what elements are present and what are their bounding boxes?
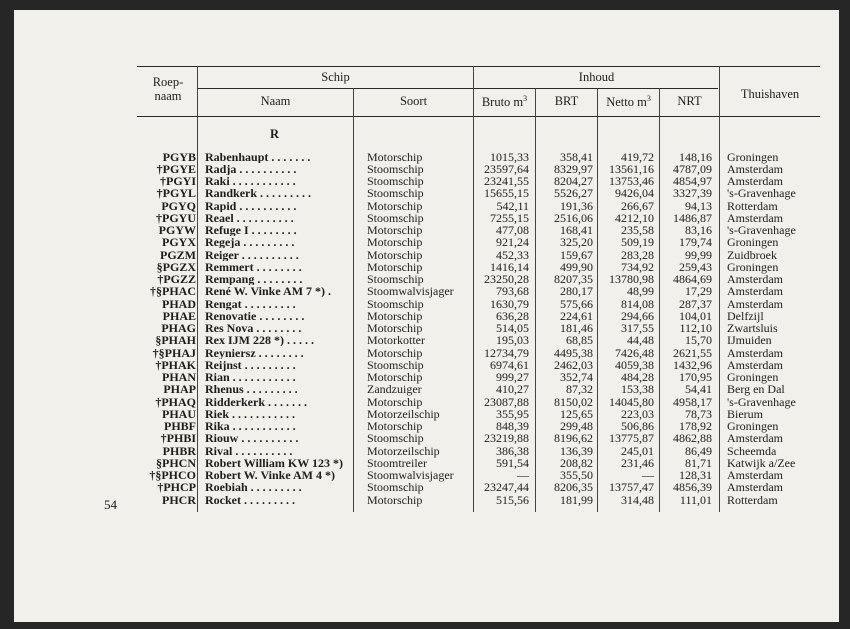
ship-name: Robert William KW 123 *) <box>205 456 343 469</box>
ship-type: Stoomschip <box>367 296 424 311</box>
bruto-label: Bruto m <box>481 95 524 110</box>
home-port: Rotterdam <box>727 492 778 507</box>
netto-volume: 4212,10 <box>615 210 654 225</box>
nrt-value: 104,01 <box>679 308 712 323</box>
bruto-volume: 452,33 <box>496 247 529 262</box>
nrt-value: 178,92 <box>679 419 712 433</box>
bruto-volume: 636,28 <box>496 308 529 323</box>
ship-name: Rapid . . . . . . . . . . <box>205 199 297 212</box>
nrt-value: 4864,69 <box>673 272 712 286</box>
ship-type: Motorschip <box>367 149 423 164</box>
brt-value: 8204,27 <box>554 174 593 188</box>
ship-name: Rhenus . . . . . . . . . <box>205 383 298 396</box>
ship-name: Raki . . . . . . . . . . . <box>205 175 296 188</box>
ship-type: Motorschip <box>367 223 423 237</box>
ship-code: §PGZX <box>156 259 196 274</box>
netto-volume: — <box>642 468 654 482</box>
ship-type: Motorschip <box>367 394 423 409</box>
netto-volume: 283,28 <box>621 247 654 262</box>
netto-volume: 7426,48 <box>615 345 654 360</box>
netto-volume: 223,03 <box>621 406 654 421</box>
ship-code: PGZM <box>160 247 196 262</box>
home-port: Bierum <box>727 406 763 421</box>
nrt-value: 78,73 <box>685 406 712 421</box>
nrt-value: 2621,55 <box>673 345 712 360</box>
netto-volume: 734,92 <box>621 259 654 274</box>
bruto-volume: 15655,15 <box>484 186 529 201</box>
home-port: Groningen <box>727 370 779 384</box>
header-brt: BRT <box>554 94 579 108</box>
nrt-value: 4787,09 <box>673 161 712 176</box>
nrt-value: 4854,97 <box>673 174 712 188</box>
ship-code: §PHAH <box>155 333 196 348</box>
ship-type: Stoomschip <box>367 431 424 446</box>
netto-volume: 317,55 <box>621 321 654 335</box>
nrt-value: 170,95 <box>679 370 712 384</box>
ship-name: Robert W. Vinke AM 4 *) <box>205 469 336 482</box>
home-port: Amsterdam <box>727 480 783 495</box>
nrt-value: 86,49 <box>685 443 712 458</box>
header-naam: Naam <box>260 94 291 108</box>
ship-type: Motorkotter <box>367 333 425 348</box>
ship-name: Reiger . . . . . . . . . . <box>205 248 299 261</box>
home-port: Berg en Dal <box>727 382 785 397</box>
ship-type: Motorzeilschip <box>367 443 440 458</box>
nrt-value: 259,43 <box>679 259 712 274</box>
ship-name: Roebiah . . . . . . . . . <box>205 481 302 494</box>
home-port: IJmuiden <box>727 333 772 348</box>
ship-type: Stoomschip <box>367 174 424 188</box>
nrt-value: 94,13 <box>685 198 712 213</box>
netto-volume: 153,38 <box>621 382 654 397</box>
brt-value: 125,65 <box>560 406 593 421</box>
ship-type: Stoomschip <box>367 272 424 286</box>
home-port: Amsterdam <box>727 431 783 446</box>
brt-value: 325,20 <box>560 235 593 250</box>
ship-name: Rocket . . . . . . . . . <box>205 493 295 506</box>
brt-value: 8206,35 <box>554 480 593 495</box>
bruto-volume: 793,68 <box>496 284 529 299</box>
nrt-value: 179,74 <box>679 235 712 250</box>
ship-code: †PGYU <box>156 210 196 225</box>
home-port: 's-Gravenhage <box>727 186 796 201</box>
header-thuishaven: Thuishaven <box>740 87 800 101</box>
netto-volume: 235,58 <box>621 223 654 237</box>
bruto-volume: 410,27 <box>496 382 529 397</box>
ship-code: †§PHCO <box>149 468 196 482</box>
netto-volume: 245,01 <box>621 443 654 458</box>
header-schip: Schip <box>321 70 350 84</box>
ship-code: §PHCN <box>156 455 196 470</box>
netto-volume: 506,86 <box>621 419 654 433</box>
bruto-volume: 23241,55 <box>484 174 529 188</box>
nrt-value: 128,31 <box>679 468 712 482</box>
header-bottom-rule <box>137 116 820 117</box>
ship-type: Motorschip <box>367 419 423 433</box>
ship-name: Reijnst . . . . . . . . . <box>205 358 296 371</box>
ship-name: Remmert . . . . . . . . <box>205 260 302 273</box>
home-port: Amsterdam <box>727 284 783 299</box>
ship-type: Stoomwalvisjager <box>367 284 454 299</box>
nrt-value: 83,16 <box>685 223 712 237</box>
home-port: Amsterdam <box>727 345 783 360</box>
brt-value: 208,82 <box>560 455 593 470</box>
bruto-volume: 23247,44 <box>484 480 529 495</box>
home-port: Amsterdam <box>727 357 783 372</box>
ship-type: Zandzuiger <box>367 382 422 397</box>
bruto-volume: 1416,14 <box>490 259 529 274</box>
brt-value: 8196,62 <box>554 431 593 446</box>
nrt-value: 4856,39 <box>673 480 712 495</box>
netto-volume: 266,67 <box>621 198 654 213</box>
ship-name: Refuge I . . . . . . . . <box>205 224 297 237</box>
ship-name: René W. Vinke AM 7 *) . <box>205 285 332 298</box>
brt-value: 4495,38 <box>554 345 593 360</box>
home-port: Amsterdam <box>727 272 783 286</box>
home-port: Amsterdam <box>727 174 783 188</box>
ship-type: Motorschip <box>367 345 423 360</box>
roepnaam-line-1: Roep- <box>152 75 184 89</box>
home-port: Groningen <box>727 235 779 250</box>
brt-value: 181,46 <box>560 321 593 335</box>
ship-code: †PGYE <box>156 161 196 176</box>
brt-value: 224,61 <box>560 308 593 323</box>
home-port: Amsterdam <box>727 161 783 176</box>
ship-code: †PGZZ <box>157 272 196 286</box>
ship-name: Renovatie . . . . . . . . <box>205 309 305 322</box>
brt-value: 87,32 <box>566 382 593 397</box>
netto-volume: 14045,80 <box>609 394 654 409</box>
bruto-cube-sup: 3 <box>523 94 528 103</box>
ship-type: Motorschip <box>367 198 423 213</box>
ship-type: Motorschip <box>367 370 423 384</box>
ship-code: PHBF <box>164 419 196 433</box>
ship-code: †§PHAJ <box>152 345 196 360</box>
ship-type: Motorschip <box>367 247 423 262</box>
netto-volume: 48,99 <box>627 284 654 299</box>
ship-code: PGYQ <box>161 198 196 213</box>
netto-volume: 419,72 <box>621 149 654 164</box>
header-inhoud: Inhoud <box>578 70 615 84</box>
header-netto <box>598 94 659 110</box>
netto-volume: 314,48 <box>621 492 654 507</box>
bruto-volume: 514,05 <box>496 321 529 335</box>
header-mid-rule <box>198 88 718 89</box>
bruto-volume: 23087,88 <box>484 394 529 409</box>
nrt-value: 15,70 <box>685 333 712 348</box>
bruto-volume: 591,54 <box>496 455 529 470</box>
ship-type: Stoomwalvisjager <box>367 468 454 482</box>
nrt-value: 111,01 <box>679 492 712 507</box>
bruto-volume: 477,08 <box>496 223 529 237</box>
nrt-value: 81,71 <box>685 455 712 470</box>
bruto-volume: 7255,15 <box>490 210 529 225</box>
header-soort: Soort <box>399 94 428 108</box>
ship-code: †PHAK <box>155 357 196 372</box>
netto-volume: 44,48 <box>627 333 654 348</box>
header-bruto <box>474 94 535 110</box>
home-port: Amsterdam <box>727 468 783 482</box>
netto-label: Netto m <box>606 95 647 110</box>
col-rule <box>197 66 198 512</box>
ship-code: PGYB <box>162 149 196 164</box>
ship-name: Reael . . . . . . . . . . <box>205 211 294 224</box>
section-letter: R <box>270 127 280 141</box>
bruto-volume: 542,11 <box>496 198 529 213</box>
brt-value: 358,41 <box>560 149 593 164</box>
ship-name: Res Nova . . . . . . . . <box>205 322 302 335</box>
ship-type: Motorzeilschip <box>367 406 440 421</box>
netto-volume: 814,08 <box>621 296 654 311</box>
netto-volume: 13757,47 <box>609 480 654 495</box>
ship-name: Rabenhaupt . . . . . . . <box>205 150 311 163</box>
brt-value: 2462,03 <box>554 357 593 372</box>
ship-code: PHAP <box>163 382 196 397</box>
netto-volume: 4059,38 <box>615 357 654 372</box>
ship-code: †PHBI <box>160 431 196 446</box>
home-port: Zuidbroek <box>727 247 777 262</box>
bruto-volume: 195,03 <box>496 333 529 348</box>
home-port: Delfzijl <box>727 308 764 323</box>
home-port: Katwijk a/Zee <box>727 455 796 470</box>
nrt-value: 4862,88 <box>673 431 712 446</box>
ship-code: †PGYL <box>156 186 196 201</box>
ship-name: Reyniersz . . . . . . . . <box>205 346 304 359</box>
netto-volume: 509,19 <box>621 235 654 250</box>
bruto-volume: 921,24 <box>496 235 529 250</box>
ship-type: Stoomtreiler <box>367 455 427 470</box>
home-port: Amsterdam <box>727 210 783 225</box>
ship-code: PGYW <box>158 223 196 237</box>
ship-name: Rex IJM 228 *) . . . . . <box>205 334 314 347</box>
bruto-volume: 515,56 <box>496 492 529 507</box>
bruto-volume: — <box>517 468 529 482</box>
header-top-rule <box>137 66 820 67</box>
home-port: Zwartsluis <box>727 321 778 335</box>
brt-value: 575,66 <box>560 296 593 311</box>
header-nrt: NRT <box>677 94 702 108</box>
page-number: 54 <box>104 497 117 512</box>
brt-value: 299,48 <box>560 419 593 433</box>
bruto-volume: 848,39 <box>496 419 529 433</box>
brt-value: 2516,06 <box>554 210 593 225</box>
bruto-volume: 23597,64 <box>484 161 529 176</box>
roepnaam-line-2: naam <box>154 89 182 103</box>
bruto-volume: 23250,28 <box>484 272 529 286</box>
home-port: Amsterdam <box>727 296 783 311</box>
ship-name: Regeja . . . . . . . . . <box>205 236 295 249</box>
nrt-value: 1486,87 <box>673 210 712 225</box>
home-port: Groningen <box>727 259 779 274</box>
brt-value: 5526,27 <box>554 186 593 201</box>
home-port: Groningen <box>727 149 779 164</box>
netto-volume: 13753,46 <box>609 174 654 188</box>
bruto-volume: 12734,79 <box>484 345 529 360</box>
ship-type: Stoomschip <box>367 357 424 372</box>
bruto-volume: 1630,79 <box>490 296 529 311</box>
nrt-value: 1432,96 <box>673 357 712 372</box>
brt-value: 159,67 <box>560 247 593 262</box>
ship-code: †PHAQ <box>155 394 196 409</box>
ship-code: PHBR <box>162 443 196 458</box>
bruto-volume: 1015,33 <box>490 149 529 164</box>
brt-value: 181,99 <box>560 492 593 507</box>
brt-value: 355,50 <box>560 468 593 482</box>
ship-name: Rika . . . . . . . . . . . <box>205 420 296 433</box>
ship-type: Motorschip <box>367 321 423 335</box>
ship-type: Stoomschip <box>367 186 424 201</box>
netto-volume: 13775,87 <box>609 431 654 446</box>
ship-code: PHAG <box>161 321 196 335</box>
bruto-volume: 23219,88 <box>484 431 529 446</box>
ship-code: PHAE <box>162 308 196 323</box>
netto-volume: 13561,16 <box>609 161 654 176</box>
header-roepnaam <box>140 75 196 103</box>
home-port: Scheemda <box>727 443 777 458</box>
nrt-value: 112,10 <box>679 321 712 335</box>
ship-type: Motorschip <box>367 308 423 323</box>
ship-name: Rempang . . . . . . . . <box>205 273 303 286</box>
ship-code: †§PHAC <box>150 284 196 299</box>
ship-type: Stoomschip <box>367 210 424 225</box>
ship-name: Riek . . . . . . . . . . . <box>205 407 295 420</box>
nrt-value: 148,16 <box>679 149 712 164</box>
nrt-value: 17,29 <box>685 284 712 299</box>
home-port: Groningen <box>727 419 779 433</box>
netto-volume: 231,46 <box>621 455 654 470</box>
ship-type: Motorschip <box>367 492 423 507</box>
nrt-value: 4958,17 <box>673 394 712 409</box>
col-rule <box>719 66 720 512</box>
brt-value: 280,17 <box>560 284 593 299</box>
netto-cube-sup: 3 <box>646 94 651 103</box>
ship-name: Rengat . . . . . . . . . <box>205 297 296 310</box>
home-port: 's-Gravenhage <box>727 223 796 237</box>
nrt-value: 287,37 <box>679 296 712 311</box>
ship-type: Stoomschip <box>367 161 424 176</box>
ship-code: †PHCP <box>157 480 196 495</box>
ship-code: PGYX <box>162 235 196 250</box>
brt-value: 8207,35 <box>554 272 593 286</box>
ship-name: Riouw . . . . . . . . . . <box>205 432 299 445</box>
bruto-volume: 355,95 <box>496 406 529 421</box>
ship-name: Randkerk . . . . . . . . . <box>205 187 312 200</box>
ship-code: †PGYI <box>160 174 196 188</box>
brt-value: 168,41 <box>560 223 593 237</box>
ship-code: PHAN <box>162 370 196 384</box>
brt-value: 191,36 <box>560 198 593 213</box>
home-port: 's-Gravenhage <box>727 394 796 409</box>
ship-code: PHAD <box>162 296 196 311</box>
netto-volume: 13780,98 <box>609 272 654 286</box>
nrt-value: 54,41 <box>685 382 712 397</box>
ship-name: Rian . . . . . . . . . . . <box>205 371 296 384</box>
netto-volume: 9426,04 <box>615 186 654 201</box>
bruto-volume: 386,38 <box>496 443 529 458</box>
bruto-volume: 999,27 <box>496 370 529 384</box>
brt-value: 8150,02 <box>554 394 593 409</box>
home-port: Rotterdam <box>727 198 778 213</box>
ship-type: Motorschip <box>367 259 423 274</box>
netto-volume: 294,66 <box>621 308 654 323</box>
brt-value: 352,74 <box>560 370 593 384</box>
nrt-value: 3327,39 <box>673 186 712 201</box>
brt-value: 68,85 <box>566 333 593 348</box>
brt-value: 136,39 <box>560 443 593 458</box>
ship-code: PHAU <box>162 406 196 421</box>
netto-volume: 484,28 <box>621 370 654 384</box>
ship-code: PHCR <box>162 492 196 507</box>
bruto-volume: 6974,61 <box>490 357 529 372</box>
ship-name: Rival . . . . . . . . . . <box>205 444 293 457</box>
brt-value: 499,90 <box>560 259 593 274</box>
brt-value: 8329,97 <box>554 161 593 176</box>
ship-name: Ridderkerk . . . . . . . <box>205 395 307 408</box>
ship-name: Radja . . . . . . . . . . <box>205 162 297 175</box>
nrt-value: 99,99 <box>685 247 712 262</box>
ship-type: Stoomschip <box>367 480 424 495</box>
ship-type: Motorschip <box>367 235 423 250</box>
